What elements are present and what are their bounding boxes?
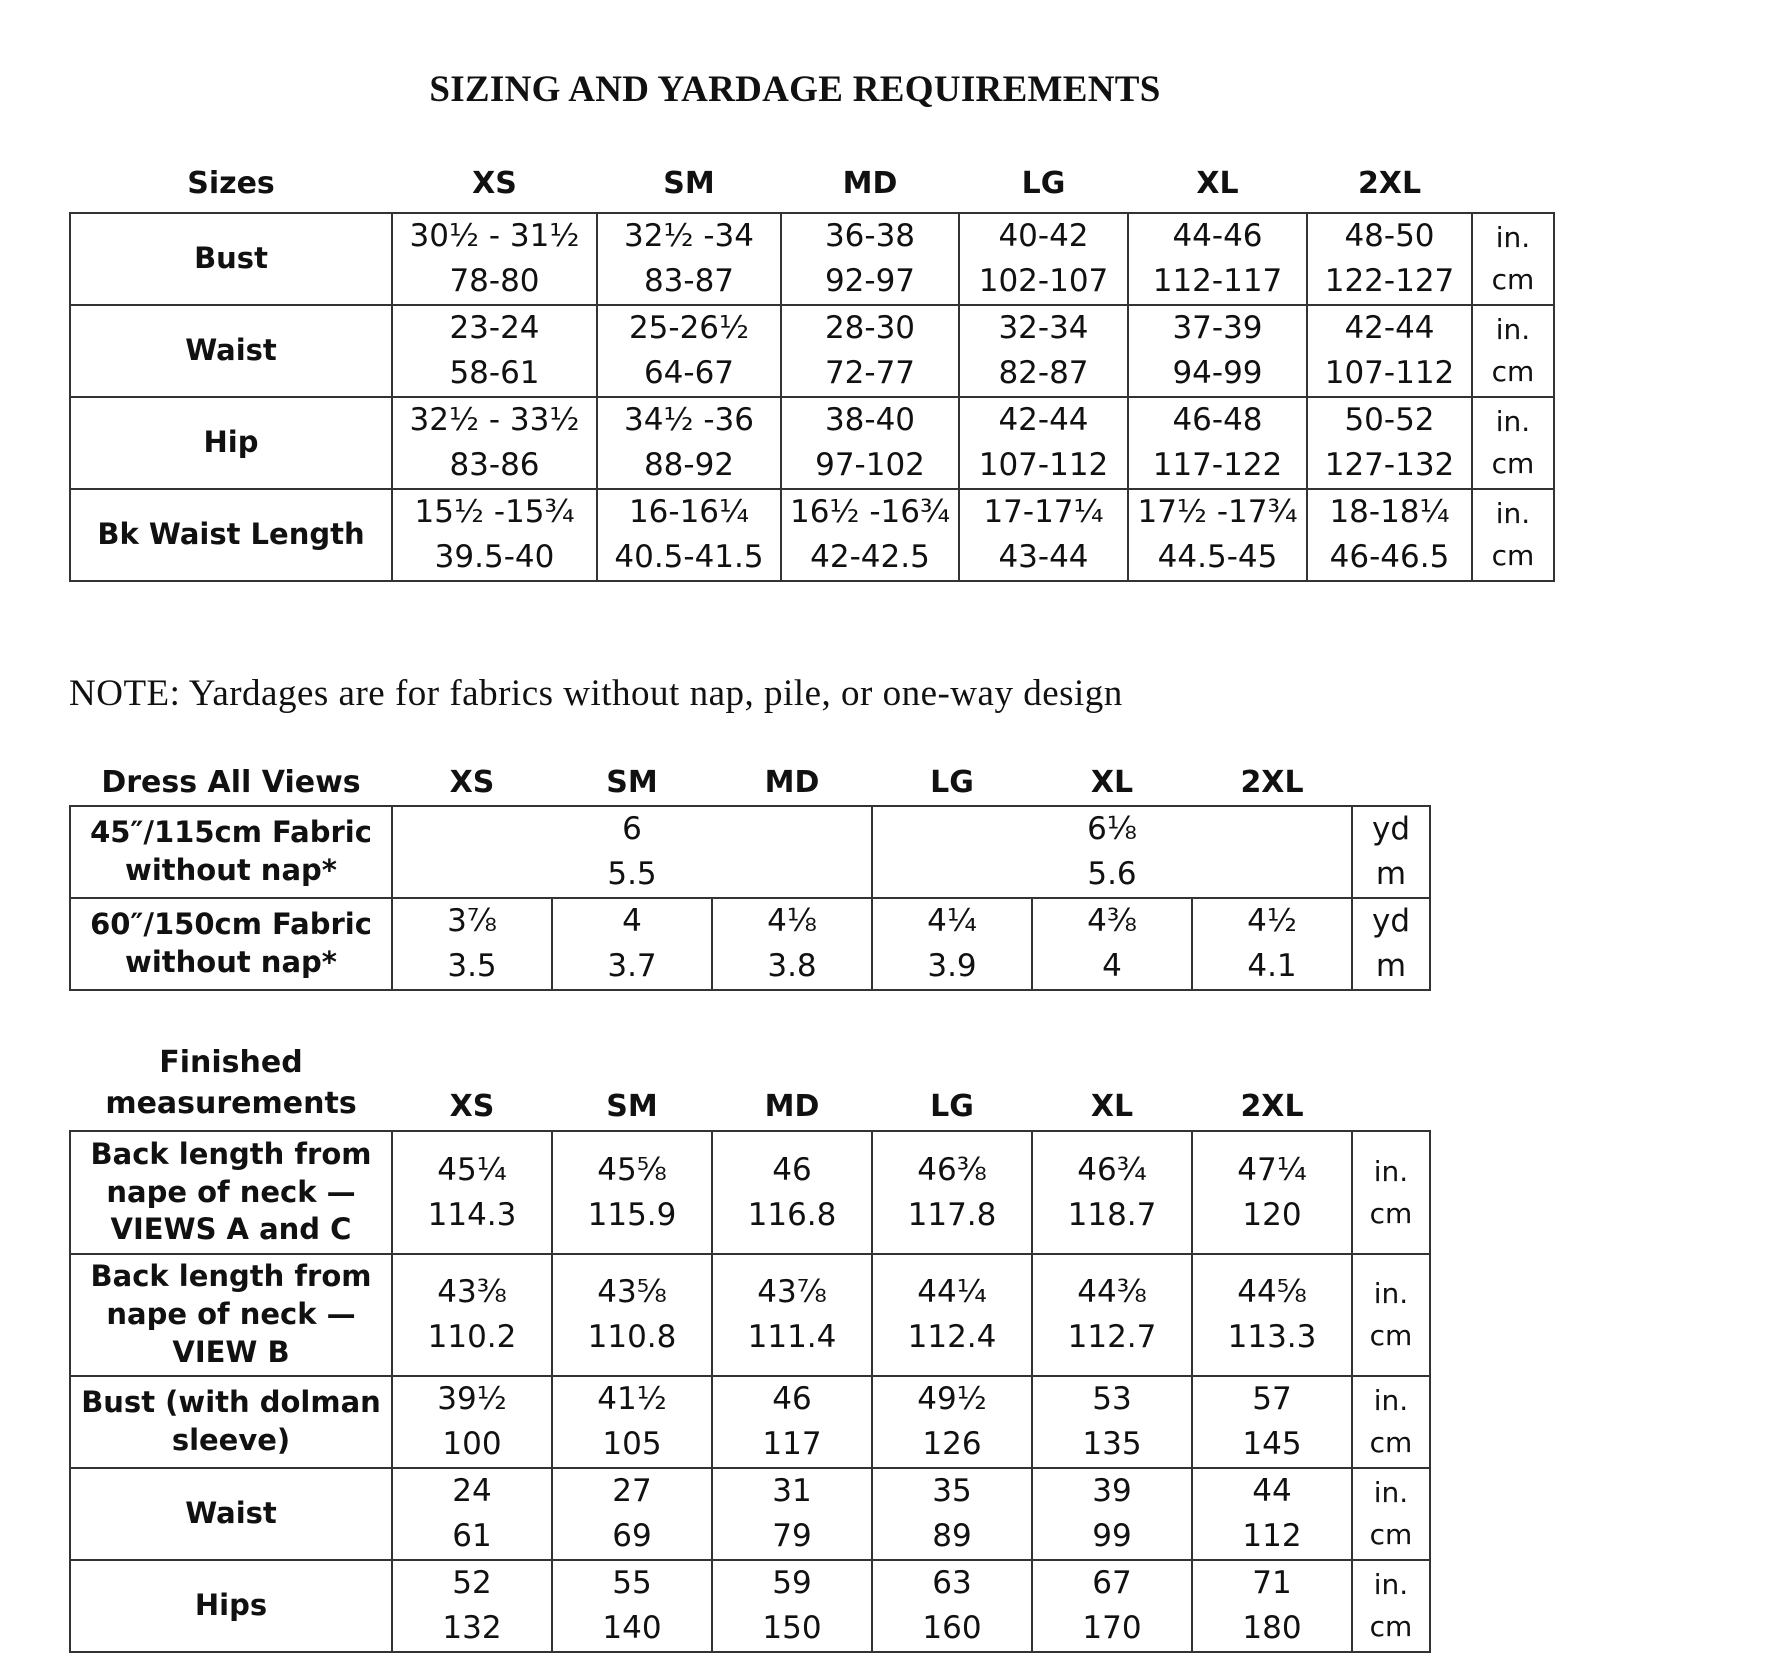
value-cell: 55 140 <box>552 1560 712 1652</box>
unit-cell: in. cm <box>1472 305 1554 397</box>
value-cell: 4⅜ 4 <box>1032 898 1192 990</box>
row-label: Back length from nape of neck — VIEW B <box>70 1254 392 1376</box>
size-header: XS <box>449 765 495 800</box>
value-cell: 44 112 <box>1192 1468 1352 1560</box>
value-cell: 42-44 107-112 <box>1307 305 1472 397</box>
row-label: Waist <box>70 1468 392 1560</box>
value-cell: 46¾ 118.7 <box>1032 1131 1192 1254</box>
value-cell: 16-16¼ 40.5-41.5 <box>597 489 781 581</box>
table-row <box>70 305 1554 397</box>
value-cell: 59 150 <box>712 1560 872 1652</box>
value-cell: 36-38 92-97 <box>781 213 959 305</box>
value-cell: 24 61 <box>392 1468 552 1560</box>
value-cell: 4¼ 3.9 <box>872 898 1032 990</box>
value-cell: 46 116.8 <box>712 1131 872 1254</box>
value-cell: 57 145 <box>1192 1376 1352 1468</box>
value-cell: 67 170 <box>1032 1560 1192 1652</box>
value-cell: 43⅝ 110.8 <box>552 1254 712 1376</box>
size-header: 2XL <box>1240 765 1304 800</box>
value-cell: 45⅝ 115.9 <box>552 1131 712 1254</box>
row-label: Hip <box>70 397 392 489</box>
unit-cell: yd m <box>1352 806 1430 898</box>
value-cell: 27 69 <box>552 1468 712 1560</box>
row-label: Back length from nape of neck — VIEWS A and C <box>70 1131 392 1254</box>
size-header: 2XL <box>1357 166 1422 201</box>
table-row <box>70 1376 1430 1468</box>
size-header: 2XL <box>1240 1089 1304 1124</box>
table-row <box>70 489 1554 581</box>
row-label: 45″/115cm Fabric without nap* <box>70 806 392 898</box>
row-label: 60″/150cm Fabric without nap* <box>70 898 392 990</box>
unit-cell: in. cm <box>1472 489 1554 581</box>
value-cell: 39 99 <box>1032 1468 1192 1560</box>
value-cell: 53 135 <box>1032 1376 1192 1468</box>
value-cell: 47¼ 120 <box>1192 1131 1352 1254</box>
value-cell: 28-30 72-77 <box>781 305 959 397</box>
value-cell: 17-17¼ 43-44 <box>959 489 1128 581</box>
table-row <box>70 1468 1430 1560</box>
value-cell: 48-50 122-127 <box>1307 213 1472 305</box>
size-header: LG <box>930 765 974 800</box>
unit-cell: in. cm <box>1352 1254 1430 1376</box>
value-cell: 43⅞ 111.4 <box>712 1254 872 1376</box>
size-header: MD <box>842 166 898 201</box>
table-row <box>70 1560 1430 1652</box>
size-header: SM <box>663 166 715 201</box>
unit-cell: in. cm <box>1352 1376 1430 1468</box>
sizing-table <box>69 155 1555 582</box>
value-cell: 6 5.5 <box>392 806 872 898</box>
unit-cell: in. cm <box>1472 213 1554 305</box>
value-cell: 4½ 4.1 <box>1192 898 1352 990</box>
value-cell: 43⅜ 110.2 <box>392 1254 552 1376</box>
value-cell: 18-18¼ 46-46.5 <box>1307 489 1472 581</box>
table-row <box>70 397 1554 489</box>
value-cell: 44⅜ 112.7 <box>1032 1254 1192 1376</box>
yardage-note: NOTE: Yardages are for fabrics without nap, pile, or one-way design <box>69 673 1123 714</box>
value-cell: 6⅛ 5.6 <box>872 806 1352 898</box>
row-label: Waist <box>70 305 392 397</box>
size-header: LG <box>930 1089 974 1124</box>
value-cell: 46-48 117-122 <box>1128 397 1307 489</box>
value-cell: 30½ - 31½ 78-80 <box>392 213 597 305</box>
value-cell: 25-26½ 64-67 <box>597 305 781 397</box>
row-label: Hips <box>70 1560 392 1652</box>
sizes-corner-label: Sizes <box>187 166 275 201</box>
yardage-table <box>69 760 1431 991</box>
size-header: SM <box>606 1089 658 1124</box>
value-cell: 41½ 105 <box>552 1376 712 1468</box>
value-cell: 71 180 <box>1192 1560 1352 1652</box>
value-cell: 40-42 102-107 <box>959 213 1128 305</box>
row-label: Bust <box>70 213 392 305</box>
value-cell: 45¼ 114.3 <box>392 1131 552 1254</box>
table-row <box>70 1131 1430 1254</box>
finished-corner-label: Finished measurements <box>105 1045 357 1121</box>
value-cell: 4⅛ 3.8 <box>712 898 872 990</box>
size-header: XS <box>472 166 517 201</box>
value-cell: 44-46 112-117 <box>1128 213 1307 305</box>
value-cell: 63 160 <box>872 1560 1032 1652</box>
value-cell: 34½ -36 88-92 <box>597 397 781 489</box>
size-header: XL <box>1196 166 1239 201</box>
size-header: LG <box>1021 166 1066 201</box>
value-cell: 32-34 82-87 <box>959 305 1128 397</box>
unit-cell: in. cm <box>1352 1468 1430 1560</box>
value-cell: 4 3.7 <box>552 898 712 990</box>
value-cell: 44⅝ 113.3 <box>1192 1254 1352 1376</box>
value-cell: 50-52 127-132 <box>1307 397 1472 489</box>
unit-cell: in. cm <box>1352 1560 1430 1652</box>
value-cell: 52 132 <box>392 1560 552 1652</box>
table-row <box>70 898 1430 990</box>
size-header: XL <box>1090 765 1134 800</box>
value-cell: 17½ -17¾ 44.5-45 <box>1128 489 1307 581</box>
table-row <box>70 1254 1430 1376</box>
unit-cell: in. cm <box>1472 397 1554 489</box>
value-cell: 46⅜ 117.8 <box>872 1131 1032 1254</box>
value-cell: 37-39 94-99 <box>1128 305 1307 397</box>
value-cell: 32½ - 33½ 83-86 <box>392 397 597 489</box>
yardage-corner-label: Dress All Views <box>101 765 361 800</box>
value-cell: 32½ -34 83-87 <box>597 213 781 305</box>
row-label: Bust (with dolman sleeve) <box>70 1376 392 1468</box>
row-label: Bk Waist Length <box>70 489 392 581</box>
value-cell: 31 79 <box>712 1468 872 1560</box>
value-cell: 15½ -15¾ 39.5-40 <box>392 489 597 581</box>
table-row <box>70 213 1554 305</box>
value-cell: 38-40 97-102 <box>781 397 959 489</box>
value-cell: 39½ 100 <box>392 1376 552 1468</box>
size-header: XL <box>1090 1089 1134 1124</box>
size-header: MD <box>764 1089 820 1124</box>
value-cell: 42-44 107-112 <box>959 397 1128 489</box>
value-cell: 49½ 126 <box>872 1376 1032 1468</box>
page-title: SIZING AND YARDAGE REQUIREMENTS <box>429 69 1161 110</box>
value-cell: 35 89 <box>872 1468 1032 1560</box>
finished-measurements-table <box>69 1030 1431 1653</box>
unit-cell: yd m <box>1352 898 1430 990</box>
unit-cell: in. cm <box>1352 1131 1430 1254</box>
size-header: XS <box>449 1089 495 1124</box>
size-header: SM <box>606 765 658 800</box>
value-cell: 44¼ 112.4 <box>872 1254 1032 1376</box>
size-header: MD <box>764 765 820 800</box>
value-cell: 16½ -16¾ 42-42.5 <box>781 489 959 581</box>
value-cell: 46 117 <box>712 1376 872 1468</box>
table-row <box>70 806 1430 898</box>
value-cell: 23-24 58-61 <box>392 305 597 397</box>
value-cell: 3⅞ 3.5 <box>392 898 552 990</box>
